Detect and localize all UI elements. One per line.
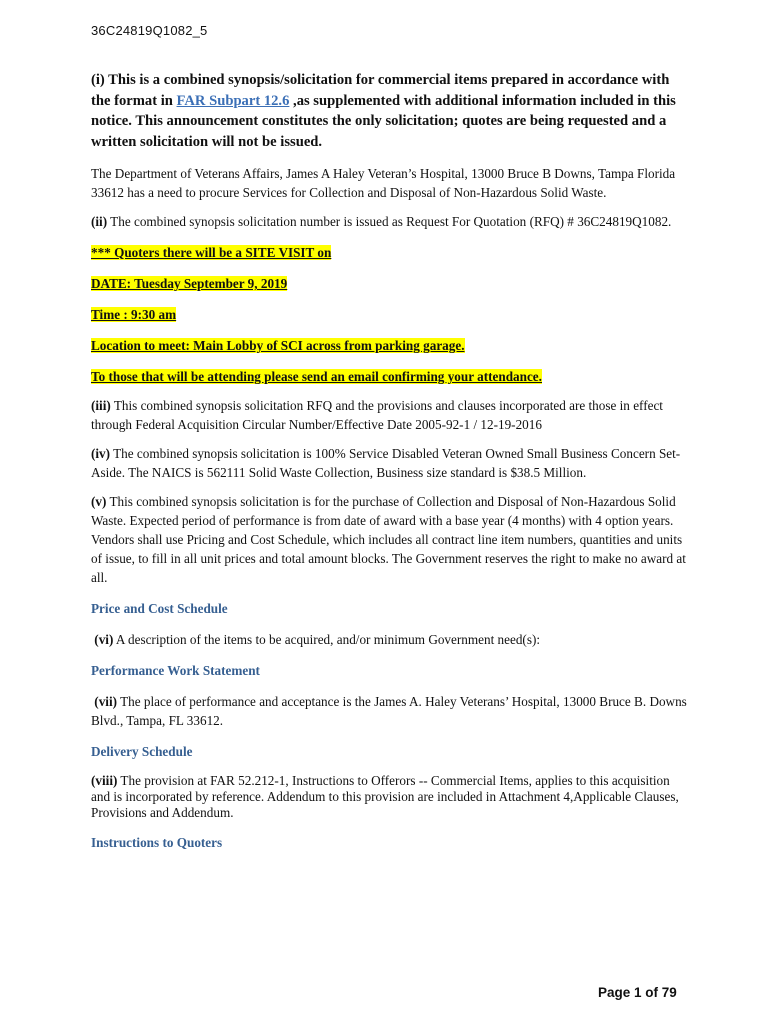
paragraph-v-label: (v)	[91, 494, 107, 509]
site-visit-date-text: DATE: Tuesday September 9, 2019	[91, 276, 288, 291]
paragraph-ii-label: (ii)	[91, 214, 108, 229]
paragraph-viii-text: The provision at FAR 52.212-1, Instructions to Offerors -- Commercial Items, applies to this acquisition and is incorporated by reference. Addendum to this provision are included in Attachment 4,Applicable Clauses, Provisions and Addendum.	[91, 773, 679, 820]
site-visit-notice	[91, 243, 691, 262]
site-visit-location	[91, 336, 691, 355]
paragraph-viii	[91, 773, 691, 821]
paragraph-viii-label: (viii)	[91, 773, 118, 788]
paragraph-vii	[91, 692, 691, 730]
paragraph-vi-text: A description of the items to be acquired, and/or minimum Government need(s):	[113, 632, 541, 647]
paragraph-iv-label: (iv)	[91, 446, 111, 461]
department-paragraph: The Department of Veterans Affairs, James A Haley Veteran’s Hospital, 13000 Bruce B Downs, Tampa Florida 33612 has a need to procure Services for Collection and Disposal of Non-Hazardous Solid Waste.	[91, 166, 676, 200]
paragraph-ii-text: The combined synopsis solicitation number is issued as Request For Quotation (RFQ) # 36C24819Q1082.	[107, 214, 672, 229]
site-visit-date	[91, 274, 691, 293]
intro-text-2: ,as supplemented with additional information included in this notice. This announcement constitutes the only solicitation; quotes are being requested and a written solicitation will not be issued.	[91, 92, 676, 150]
paragraph-vii-label: (vii)	[94, 694, 118, 709]
site-visit-location-text: Location to meet: Main Lobby of SCI across from parking garage.	[91, 338, 465, 353]
paragraph-vii-text: The place of performance and acceptance is the James A. Haley Veterans’ Hospital, 13000 Bruce B. Downs Blvd., Tampa, FL 33612.	[91, 694, 687, 728]
site-visit-line: *** Quoters there will be a SITE VISIT on	[91, 245, 332, 260]
paragraph-iii	[91, 396, 691, 434]
paragraph-iii-label: (iii)	[91, 398, 111, 413]
heading-price-cost-schedule: Price and Cost Schedule	[91, 601, 228, 616]
intro-paragraph	[91, 70, 691, 152]
heading-instructions-to-quoters: Instructions to Quoters	[91, 835, 223, 850]
paragraph-vi-label: (vi)	[94, 632, 114, 647]
document-id: 36C24819Q1082_5	[91, 23, 208, 38]
paragraph-ii	[91, 212, 691, 231]
paragraph-iv	[91, 444, 691, 482]
intro-text-1: (i) This is a combined synopsis/solicitation for commercial items prepared in accordance with the format in	[91, 72, 670, 109]
paragraph-iv-text: The combined synopsis solicitation is 100% Service Disabled Veteran Owned Small Business Concern Set-Aside. The NAICS is 562111 Solid Waste Collection, Business size standard is $38.5 Million.	[91, 446, 681, 480]
heading-delivery-schedule: Delivery Schedule	[91, 744, 193, 759]
paragraph-v	[91, 492, 691, 587]
site-visit-time	[91, 305, 691, 324]
page-number: Page 1 of 79	[598, 985, 677, 1000]
paragraph-iii-text: This combined synopsis solicitation RFQ and the provisions and clauses incorporated are those in effect through Federal Acquisition Circular Number/Effective Date 2005-92-1 / 12-19-2016	[91, 398, 663, 432]
heading-performance-work-statement: Performance Work Statement	[91, 663, 260, 678]
far-subpart-link[interactable]: FAR Subpart 12.6	[176, 92, 290, 109]
site-visit-confirm-text: To those that will be attending please send an email confirming your attendance.	[91, 369, 542, 384]
site-visit-confirm	[91, 367, 691, 386]
document-body	[91, 70, 691, 852]
paragraph-vi	[91, 630, 691, 649]
site-visit-time-text: Time : 9:30 am	[91, 307, 177, 322]
paragraph-v-text: This combined synopsis solicitation is for the purchase of Collection and Disposal of Non-Hazardous Solid Waste. Expected period of performance is from date of award with a base year (4 months) with 4 option years. Vendors shall use Pricing and Cost Schedule, which includes all contract line item numbers, quantities and units of issue, to fill in all unit prices and total amount blocks. The Government reserves the right to make no award at all.	[91, 494, 686, 585]
